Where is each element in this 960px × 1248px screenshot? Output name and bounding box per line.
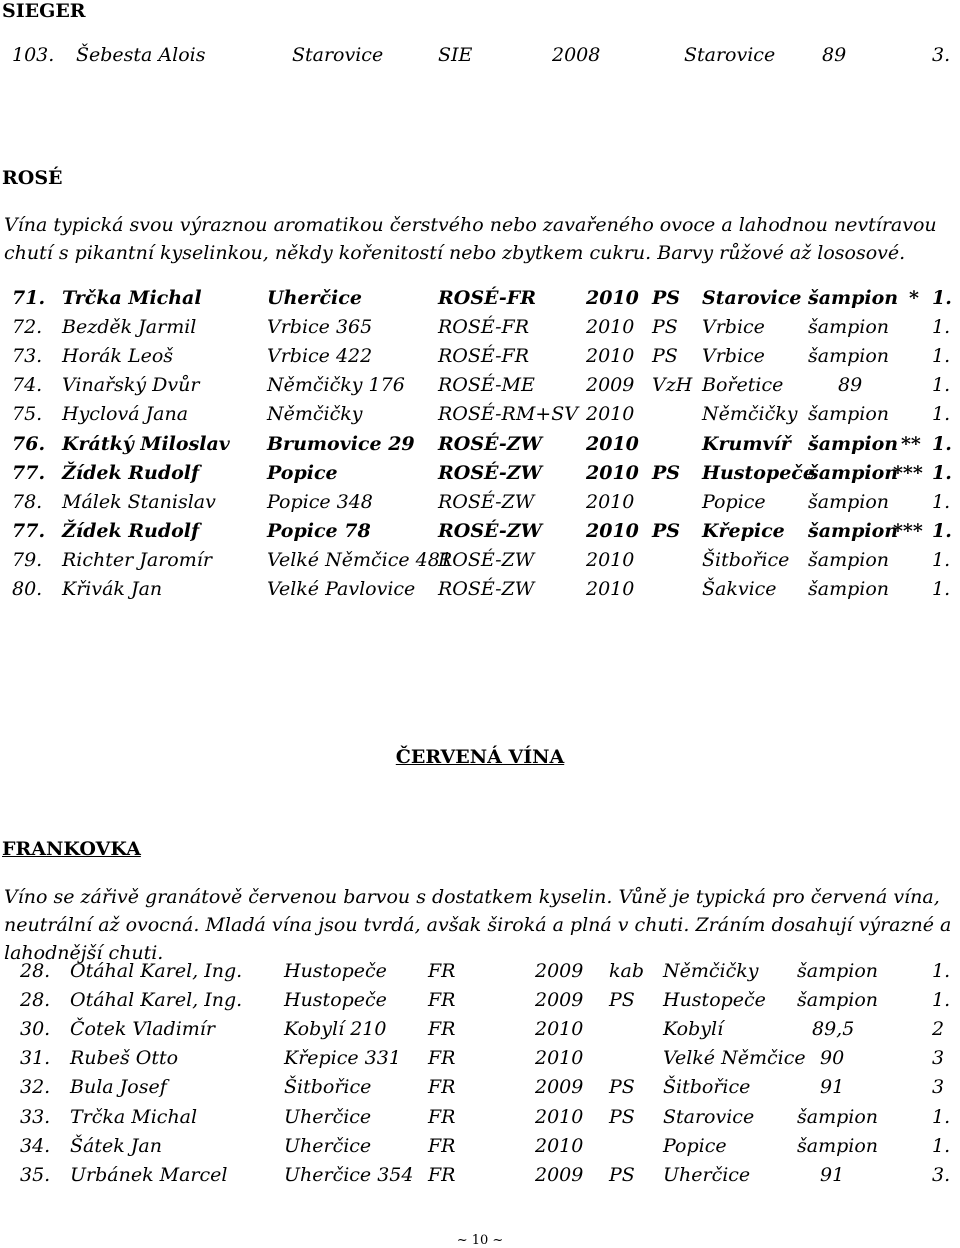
cell-rank: 1. [932,960,951,982]
cell-place: Němčičky 176 [267,374,405,396]
cell-variety: ROSÉ-ZW [438,549,535,571]
table-row [0,1018,960,1044]
cell-variety: ROSÉ-ZW [438,578,535,600]
cell-place: Vrbice 422 [267,345,373,367]
cell-year: 2010 [535,1106,584,1128]
section-heading-frankovka: FRANKOVKA [2,838,141,860]
cell-stars: ** [901,433,921,455]
cell-year: 2010 [535,1135,584,1157]
table-row [0,520,960,546]
cell-place: Křepice 331 [284,1047,401,1069]
cell-place: Němčičky [267,403,363,425]
cell-origin: Hustopeče [663,989,766,1011]
cell-variety: ROSÉ-ME [438,374,535,396]
cell-score: šampion [797,989,879,1011]
cell-place: Šitbořice [284,1076,372,1098]
cell-origin: Vrbice [702,345,765,367]
cell-variety: ROSÉ-ZW [438,433,542,455]
cell-score: šampion [808,345,890,367]
cell-variety: ROSÉ-FR [438,316,530,338]
cell-place: Hustopeče [284,989,387,1011]
cell-name: Čotek Vladimír [70,1018,215,1040]
table-row [0,1135,960,1161]
cell-rank: 3. [932,1164,951,1186]
cell-variety: ROSÉ-FR [438,287,537,309]
cell-place: Popice 348 [267,491,373,513]
cell-no: 78. [12,491,43,513]
cell-quality: VzH [652,374,693,396]
cell-variety: FR [428,960,456,982]
cell-quality: PS [609,1164,635,1186]
table-row [0,462,960,488]
cell-year: 2010 [586,345,635,367]
cell-rank: 1. [932,316,951,338]
cell-score: 90 [820,1047,845,1069]
cell-place: Velké Pavlovice [267,578,416,600]
cell-score: šampion [797,1135,879,1157]
cell-no: 79. [12,549,43,571]
cell-no: 73. [12,345,43,367]
cell-rank: 1. [932,989,951,1011]
cell-rank: 1. [932,462,952,484]
cell-name: Žídek Rudolf [62,520,200,542]
cell-no: 71. [12,287,46,309]
cell-year: 2009 [535,989,584,1011]
cell-name: Krátký Miloslav [62,433,230,455]
frankovka-description: Víno se zářivě granátově červenou barvou s dostatkem kyselin. Vůně je typická pro červená vína, neutrální až ovocná. Mladá vína jsou tvrdá, avšak široká a plná v chuti. Zráním dosahují výrazné a lahodnější chuti. [4,886,952,964]
cell-origin: Šakvice [702,578,777,600]
cell-name: Křivák Jan [62,578,163,600]
cell-variety: FR [428,1076,456,1098]
cell-year: 2010 [535,1018,584,1040]
cell-score: šampion [808,520,899,542]
cell-year: 2010 [586,316,635,338]
cell-name: Otáhal Karel, Ing. [70,989,243,1011]
cell-rank: 3. [932,44,951,66]
table-row [0,316,960,342]
cell-name: Žídek Rudolf [62,462,200,484]
cell-place: Popice [267,462,338,484]
cell-no: 35. [20,1164,51,1186]
cell-rank: 1. [932,287,952,309]
table-row [0,491,960,517]
cell-year: 2010 [586,287,639,309]
cell-score: šampion [808,578,890,600]
cell-no: 34. [20,1135,51,1157]
cell-name: Urbánek Marcel [70,1164,228,1186]
cell-origin: Vrbice [702,316,765,338]
cell-no: 72. [12,316,43,338]
table-row [0,1164,960,1190]
cell-name: Vinařský Dvůr [62,374,200,396]
cell-score: 89,5 [812,1018,855,1040]
cell-name: Horák Leoš [62,345,174,367]
cell-no: 74. [12,374,43,396]
cell-score: 91 [820,1076,845,1098]
cell-rank: 1. [932,433,952,455]
table-row [0,374,960,400]
cell-no: 76. [12,433,46,455]
cell-place: Uherčice [284,1106,372,1128]
cell-quality: PS [652,462,681,484]
cell-rank: 1. [932,403,951,425]
cell-rank: 3 [932,1047,945,1069]
cell-origin: Krumvíř [702,433,791,455]
cell-variety: ROSÉ-RM+SV [438,403,578,425]
cell-score: 89 [838,374,863,396]
cell-quality: PS [609,989,635,1011]
cell-rank: 1. [932,578,951,600]
cell-place: Uherčice 354 [284,1164,414,1186]
cell-origin: Popice [663,1135,727,1157]
cell-name: Šátek Jan [70,1135,162,1157]
cell-name: Otáhal Karel, Ing. [70,960,243,982]
cell-score: 91 [820,1164,845,1186]
cell-year: 2010 [586,549,635,571]
cell-no: 75. [12,403,43,425]
cell-quality: PS [652,345,678,367]
table-row [0,403,960,429]
cell-stars: *** [893,520,923,542]
cell-variety: FR [428,1018,456,1040]
table-row [0,433,960,459]
cell-year: 2009 [586,374,635,396]
cell-no: 80. [12,578,43,600]
cell-place: Brumovice 29 [267,433,415,455]
table-row [0,345,960,371]
cell-rank: 1. [932,1135,951,1157]
cell-rank: 1. [932,549,951,571]
cell-name: Bula Josef [70,1076,167,1098]
cell-variety: FR [428,1047,456,1069]
cell-no: 31. [20,1047,51,1069]
cell-year: 2010 [586,520,639,542]
cell-origin: Šitbořice [663,1076,751,1098]
cell-year: 2009 [535,960,584,982]
cell-origin: Popice [702,491,766,513]
cell-score: šampion [808,462,899,484]
section-heading-sieger: SIEGER [2,0,86,22]
cell-score: 89 [822,44,847,66]
cell-year: 2010 [586,462,639,484]
cell-place: Uherčice [284,1135,372,1157]
cell-score: šampion [808,549,890,571]
cell-place: Starovice [292,44,384,66]
cell-no: 103. [12,44,55,66]
cell-place: Vrbice 365 [267,316,373,338]
cell-rank: 1. [932,345,951,367]
cell-name: Rubeš Otto [70,1047,179,1069]
cell-year: 2008 [552,44,601,66]
cell-origin: Kobylí [663,1018,724,1040]
cell-variety: ROSÉ-ZW [438,520,542,542]
cell-name: Trčka Michal [70,1106,198,1128]
table-row [0,1076,960,1102]
cell-no: 33. [20,1106,51,1128]
page-number: ~ 10 ~ [456,1233,504,1248]
cell-rank: 1. [932,1106,951,1128]
cell-score: šampion [797,960,879,982]
cell-rank: 2 [932,1018,945,1040]
table-row [0,549,960,575]
cell-score: šampion [808,316,890,338]
cell-quality: PS [652,287,681,309]
cell-no: 77. [12,462,46,484]
cell-score: šampion [808,403,890,425]
cell-origin: Uherčice [663,1164,751,1186]
cell-stars: *** [893,462,923,484]
cell-variety: FR [428,1106,456,1128]
cell-quality: kab [609,960,645,982]
rose-description: Vína typická svou výraznou aromatikou čerstvého nebo zavařeného ovoce a lahodnou nevtíravou chutí s pikantní kyselinkou, někdy kořenitostí nebo zbytkem cukru. Barvy růžové až lososové. [4,214,937,264]
cell-rank: 1. [932,374,951,396]
cell-name: Trčka Michal [62,287,202,309]
cell-quality: PS [609,1106,635,1128]
cell-year: 2010 [586,578,635,600]
cell-origin: Starovice [663,1106,755,1128]
cell-variety: ROSÉ-FR [438,345,530,367]
cell-quality: PS [652,520,681,542]
cell-year: 2010 [586,403,635,425]
cell-score: šampion [808,287,899,309]
cell-variety: ROSÉ-ZW [438,462,542,484]
cell-name: Málek Stanislav [62,491,216,513]
table-row [0,960,960,986]
cell-place: Popice 78 [267,520,371,542]
table-row [0,1106,960,1132]
cell-score: šampion [797,1106,879,1128]
table-row [0,578,960,604]
cell-score: šampion [808,491,890,513]
cell-origin: Starovice [702,287,802,309]
cell-origin: Bořetice [702,374,784,396]
cell-stars: * [909,287,919,309]
cell-origin: Hustopeče [702,462,815,484]
cell-name: Hyclová Jana [62,403,189,425]
cell-rank: 1. [932,520,952,542]
cell-origin: Němčičky [663,960,759,982]
cell-variety: FR [428,989,456,1011]
cell-origin: Šitbořice [702,549,790,571]
cell-rank: 3 [932,1076,945,1098]
cell-variety: FR [428,1135,456,1157]
table-row [0,287,960,313]
cell-origin: Němčičky [702,403,798,425]
cell-place: Kobylí 210 [284,1018,387,1040]
cell-place: Uherčice [267,287,362,309]
cell-year: 2010 [535,1047,584,1069]
cell-origin: Starovice [684,44,776,66]
cell-variety: ROSÉ-ZW [438,491,535,513]
cell-place: Hustopeče [284,960,387,982]
cell-name: Šebesta Alois [76,44,206,66]
section-heading-rose: ROSÉ [2,167,63,189]
cell-year: 2009 [535,1076,584,1098]
table-row [0,1047,960,1073]
cell-variety: FR [428,1164,456,1186]
cell-no: 28. [20,960,51,982]
sieger-row [0,44,960,70]
cell-no: 28. [20,989,51,1011]
cell-no: 30. [20,1018,51,1040]
cell-score: šampion [808,433,899,455]
cell-place: Velké Němčice 481 [267,549,452,571]
cell-variety: SIE [438,44,473,66]
cell-quality: PS [609,1076,635,1098]
cell-rank: 1. [932,491,951,513]
section-heading-red-wines: ČERVENÁ VÍNA [395,746,565,768]
cell-name: Richter Jaromír [62,549,212,571]
cell-origin: Křepice [702,520,785,542]
cell-year: 2010 [586,491,635,513]
cell-origin: Velké Němčice [663,1047,806,1069]
cell-year: 2009 [535,1164,584,1186]
cell-no: 77. [12,520,46,542]
cell-quality: PS [652,316,678,338]
cell-name: Bezděk Jarmil [62,316,197,338]
table-row [0,989,960,1015]
cell-no: 32. [20,1076,51,1098]
cell-year: 2010 [586,433,639,455]
